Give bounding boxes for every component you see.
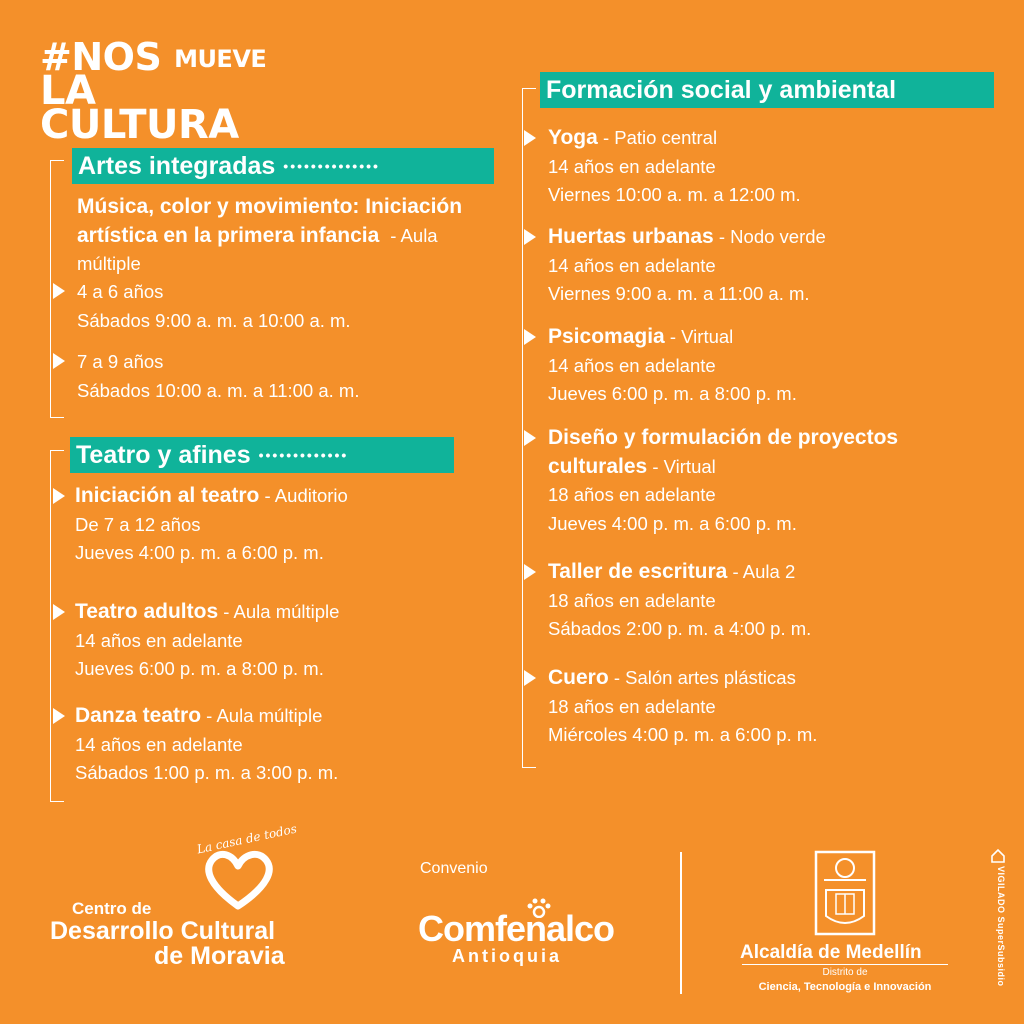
hashtag-line2: LA CULTURA <box>40 68 239 148</box>
moravia-line3: de Moravia <box>154 942 285 970</box>
entry-formacion <box>548 223 826 309</box>
entry-formacion <box>548 323 797 409</box>
entry-title-line2: culturales <box>548 454 648 478</box>
vigilado-text: VIGILADO SuperSubsidio <box>996 866 1006 987</box>
comfenalco-subtext: Antioquia <box>452 946 562 966</box>
moravia-script: La casa de todos <box>195 821 299 857</box>
entry-formacion <box>548 664 817 750</box>
entry-musica <box>77 193 477 279</box>
entry-formacion <box>548 424 898 538</box>
entry-age: 4 a 6 años <box>77 281 164 302</box>
entry-schedule: Sábados 2:00 p. m. a 4:00 p. m. <box>548 618 812 639</box>
entry-age: 14 años en adelante <box>548 155 716 177</box>
bullet-triangle-icon <box>53 283 65 299</box>
bullet-triangle-icon <box>524 670 536 686</box>
entry-title: Danza teatro <box>75 704 202 727</box>
bullet-triangle-icon <box>524 130 536 146</box>
bullet-triangle-icon <box>53 604 65 620</box>
entry-title: Cuero <box>548 666 609 689</box>
entry-schedule: Miércoles 4:00 p. m. a 6:00 p. m. <box>548 724 818 745</box>
entry-age-group <box>77 278 351 335</box>
entry-title: Diseño y formulación de proyectos <box>548 426 899 449</box>
entry-location: - Virtual <box>669 326 734 347</box>
entry-age-group <box>77 348 359 405</box>
convenio-label: Convenio <box>420 860 488 877</box>
bullet-triangle-icon <box>524 430 536 446</box>
alcaldia-rule <box>742 964 948 965</box>
alcaldia-name: Alcaldía de Medellín <box>740 942 922 963</box>
entry-teatro <box>75 598 339 684</box>
section-header-formacion <box>540 72 994 108</box>
moravia-line2: Desarrollo Cultural <box>50 917 276 945</box>
alcaldia-sub2: Ciencia, Tecnología e Innovación <box>758 981 932 993</box>
entry-age: 7 a 9 años <box>77 351 164 372</box>
house-icon <box>990 848 1006 864</box>
entry-title: Teatro adultos <box>75 600 219 623</box>
section-title: Formación social y ambiental <box>546 76 897 104</box>
entry-schedule: Sábados 9:00 a. m. a 10:00 a. m. <box>77 309 351 331</box>
entry-location: - Aula múltiple <box>77 224 438 274</box>
entry-location: - Nodo verde <box>718 226 826 247</box>
entry-schedule: Viernes 10:00 a. m. a 12:00 m. <box>548 184 801 205</box>
comfenalco-logo-text: Comfenalco <box>418 908 615 949</box>
entry-schedule: Jueves 4:00 p. m. a 6:00 p. m. <box>548 512 797 534</box>
formacion-bracket <box>522 88 536 768</box>
entry-location: - Aula 2 <box>732 561 796 582</box>
entry-title: Yoga <box>548 126 598 149</box>
entry-age: 14 años en adelante <box>75 629 243 651</box>
section-title: Teatro y afines <box>76 441 251 469</box>
entry-location: - Aula múltiple <box>206 705 323 726</box>
entry-title: Taller de escritura <box>548 560 728 583</box>
entry-schedule: Jueves 6:00 p. m. a 8:00 p. m. <box>548 383 797 404</box>
entry-age: 14 años en adelante <box>548 354 716 376</box>
entry-age: 18 años en adelante <box>548 484 716 505</box>
entry-age: 14 años en adelante <box>75 733 243 755</box>
footer-divider <box>680 852 682 994</box>
entry-location: - Salón artes plásticas <box>613 667 796 688</box>
entry-schedule: Jueves 4:00 p. m. a 6:00 p. m. <box>75 542 324 563</box>
entry-schedule: Sábados 10:00 a. m. a 11:00 a. m. <box>77 379 360 401</box>
entry-age: De 7 a 12 años <box>75 513 201 535</box>
section-header-artes <box>72 148 494 184</box>
bullet-triangle-icon <box>524 229 536 245</box>
bullet-triangle-icon <box>53 708 65 724</box>
entry-title: Psicomagia <box>548 325 665 348</box>
entry-location: - Patio central <box>602 127 718 148</box>
entry-teatro <box>75 702 338 788</box>
hashtag-logo <box>40 35 280 148</box>
entry-age: 18 años en adelante <box>548 589 716 611</box>
entry-title: Huertas urbanas <box>548 225 714 248</box>
bullet-triangle-icon <box>53 488 65 504</box>
bullet-triangle-icon <box>53 353 65 369</box>
entry-location: - Auditorio <box>264 485 348 506</box>
coat-of-arms-icon <box>814 850 876 936</box>
entry-schedule: Viernes 9:00 a. m. a 11:00 a. m. <box>548 283 810 304</box>
entry-formacion <box>548 124 801 210</box>
entry-teatro <box>75 482 348 568</box>
bullet-triangle-icon <box>524 564 536 580</box>
entry-schedule: Jueves 6:00 p. m. a 8:00 p. m. <box>75 658 324 679</box>
hashtag-line1a: #NOS <box>40 35 162 79</box>
section-title: Artes integradas <box>78 152 276 180</box>
entry-location: - Aula múltiple <box>223 601 340 622</box>
alcaldia-sub1: Distrito de <box>822 967 868 978</box>
entry-formacion <box>548 558 811 644</box>
entry-schedule: Sábados 1:00 p. m. a 3:00 p. m. <box>75 762 339 783</box>
header-dots: ••••••••••••• <box>258 447 349 463</box>
header-dots: •••••••••••••• <box>283 158 380 174</box>
bullet-triangle-icon <box>524 329 536 345</box>
entry-age: 14 años en adelante <box>548 254 716 276</box>
moravia-text <box>50 898 300 969</box>
hashtag-line1b: MUEVE <box>174 45 267 73</box>
moravia-line1: Centro de <box>72 899 152 918</box>
entry-title: Música, color y movimiento: Iniciación artística en la primera infancia <box>77 195 463 247</box>
entry-age: 18 años en adelante <box>548 695 716 717</box>
entry-title: Iniciación al teatro <box>75 484 260 507</box>
entry-location: - Virtual <box>652 455 716 477</box>
section-header-teatro <box>70 437 454 473</box>
